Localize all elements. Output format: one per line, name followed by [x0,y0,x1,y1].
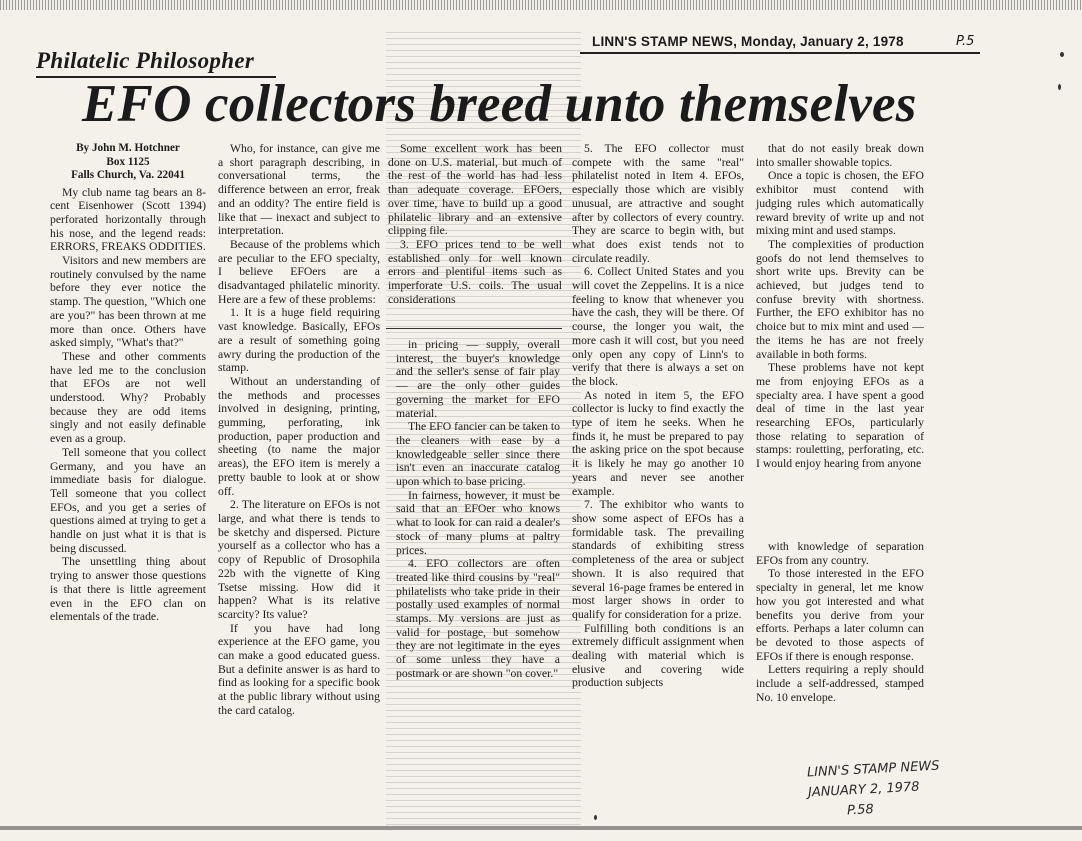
paragraph: Visitors and new members are routinely convulsed by the name before they ever notice the stamp. The question, "Which one are you?" has been thrown at me more than once. Others have asked simply, "What's that?" [50,254,206,350]
handwritten-annotation [807,757,943,824]
paragraph: in pricing — supply, overall interest, the buyer's knowledge and the seller's sense of fair play — are the only other guides governing the market for EFO material. [396,338,560,420]
handwritten-line: P.58 [846,802,875,819]
paragraph: Once a topic is chosen, the EFO exhibitor must contend with judging rules which automatically reward brevity of write up and not mixing mint and used stamps. [756,169,924,238]
column-5-continued [756,540,924,704]
author-name: By John M. Hotchner [76,142,180,154]
paragraph: 3. EFO prices tend to be well established only for well known errors and plentiful items such as imperforate U.S. coils. The usual considerations [388,237,562,306]
page-mark: P.5 [956,34,975,49]
column-1 [50,142,206,624]
paragraph: The complexities of production goofs do not lend themselves to short write ups. Brevity can be achieved, but judges tend to confuse brevity with shortness. Further, the EFO exhibitor has no choice but to mix mint and used — the items he has are not freely available in both forms. [756,237,924,361]
handwritten-line: JANUARY 2, 1978 [807,779,920,801]
paragraph: Letters requiring a reply should include a self-addressed, stamped No. 10 envelope. [756,663,924,704]
article-headline: EFO collectors breed unto themselves [82,75,917,133]
paragraph: Some excellent work has been done on U.S. material, but much of the rest of the world has had less than adequate coverage. EFOers, over time, have to build up a good philatelic library and an extensive clipping file. [388,142,562,238]
scan-speck [594,815,597,820]
paragraph: 5. The EFO collector must compete with the same "real" philatelist noted in Item 4. EFOs, especially those which are visibly unusual, are attractive and sought after by collectors of every country. They are scarce to begin with, but what does exist tends not to circulate readily. [572,142,744,265]
column-2 [218,142,380,718]
paragraph: Fulfilling both conditions is an extremely difficult assignment when dealing with material which is elusive and covering wide production subjects [572,621,744,690]
byline [50,142,206,183]
paragraph: 6. Collect United States and you will covet the Zeppelins. It is a nice feeling to know that whenever you have the cash, they will be there. Of course, the longer you wait, the more cash it will cost, but you need only open any copy of Linn's to verify that there is always a set on the block. [572,265,744,388]
paragraph: The unsettling thing about trying to answer those questions is that there is little agreement even in the EFO clan on elementals of the trade. [50,555,206,624]
paragraph: These and other comments have led me to the conclusion that EFOs are not well understood. Why? Probably because they are odd items singly and not easily definable even as a group. [50,349,206,446]
column-5 [756,142,924,471]
paragraph: In fairness, however, it must be said that an EFOer who knows what to look for can raid a dealer's stock of many plums at paltry prices. [396,488,560,557]
paragraph: with knowledge of separation EFOs from any country. [756,540,924,567]
scan-speck [1058,84,1061,90]
scan-speck [1060,52,1064,57]
handwritten-line: LINN'S STAMP NEWS [806,758,940,781]
paragraph: 4. EFO collectors are often treated like third cousins by "real" philatelists who take pride in their postally used examples of normal stamps. My versions are just as valid for postage, but somehow they are not legitimate in the eyes of some unless they have a postmark or are shown "on cover." [396,557,560,680]
paragraph: Tell someone that you collect Germany, and you have an immediate basis for dialogue. Tell someone that you collect EFOs, and you get a series of questions aimed at trying to get a handle on just what it is that is being discussed. [50,445,206,555]
paragraph: Who, for instance, can give me a short paragraph describing, in conversational terms, the difference between an error, freak and an oddity? The entire field is like that — inexact and subject to interpretation. [218,142,380,238]
paragraph: Because of the problems which are peculiar to the EFO specialty, I believe EFOers are a disadvantaged philatelic minority. Here are a few of these problems: [218,237,380,306]
paragraph: that do not easily break down into smaller showable topics. [756,142,924,169]
column-4 [572,142,744,690]
paragraph: If you have had long experience at the EFO game, you can make a good educated guess. But a definite answer is as hard to find as looking for a specific book at the public library without using the card catalog. [218,621,380,717]
paragraph: These problems have not kept me from enjoying EFOs as a specialty area. I have spent a good deal of time in the last year researching EFOs, particularly those relating to separation of stamps: rouletting, perforating, etc. I would enjoy hearing from anyone [756,361,924,471]
paragraph: 2. The literature on EFOs is not large, and what there is tends to be sketchy and dispersed. Picture yourself as a collector who has a copy of Republic of Drosophila 22b with the vignette of King Tsetse missing. How did it happen? What is its relative scarcity? Its value? [218,498,380,621]
column-kicker: Philatelic Philosopher [36,48,255,73]
newspaper-dateline: LINN'S STAMP NEWS, Monday, January 2, 1978 [592,34,904,49]
dateline-rule [580,52,980,54]
paragraph: Without an understanding of the methods and processes involved in designing, printing, gumming, perforating, ink production, paper production and sheeting (to name the major areas), the EFO item is merely a pretty bauble to look at or show off. [218,374,380,498]
paragraph: 1. It is a huge field requiring vast knowledge. Basically, EFOs are a result of something going awry during the production of the stamp. [218,306,380,375]
paragraph: As noted in item 5, the EFO collector is lucky to find exactly the type of item he seeks. When he finds it, he must be prepared to pay the asking price on the spot because it is likely he may go another 10 years and never see another example. [572,388,744,498]
column-3-bottom [396,338,560,681]
author-box: Box 1125 [106,155,150,168]
paragraph: The EFO fancier can be taken to the cleaners with ease by a knowledgeable seller since there isn't even an inaccurate catalog upon which to base pricing. [396,420,560,489]
column-3-top [388,142,562,306]
bottom-scan-border [0,826,1082,830]
author-city: Falls Church, Va. 22041 [71,169,185,181]
paragraph: To those interested in the EFO specialty in general, let me know how you got interested and what benefits you derive from your efforts. Perhaps a later column can be devoted to those aspects of EFOs if there is enough response. [756,567,924,663]
top-scan-border [0,0,1082,10]
paragraph: 7. The exhibitor who wants to show some aspect of EFOs has a formidable task. The prevailing standards of exhibiting stress completeness of the area or subject shown. It is also required that several 16-page frames be entered in most larger shows in order to qualify for consideration for a prize. [572,498,744,621]
paragraph: My club name tag bears an 8-cent Eisenhower (Scott 1394) perforated horizontally through his nose, and the legend reads: ERRORS, FREAKS ODDITIES. [50,185,206,254]
